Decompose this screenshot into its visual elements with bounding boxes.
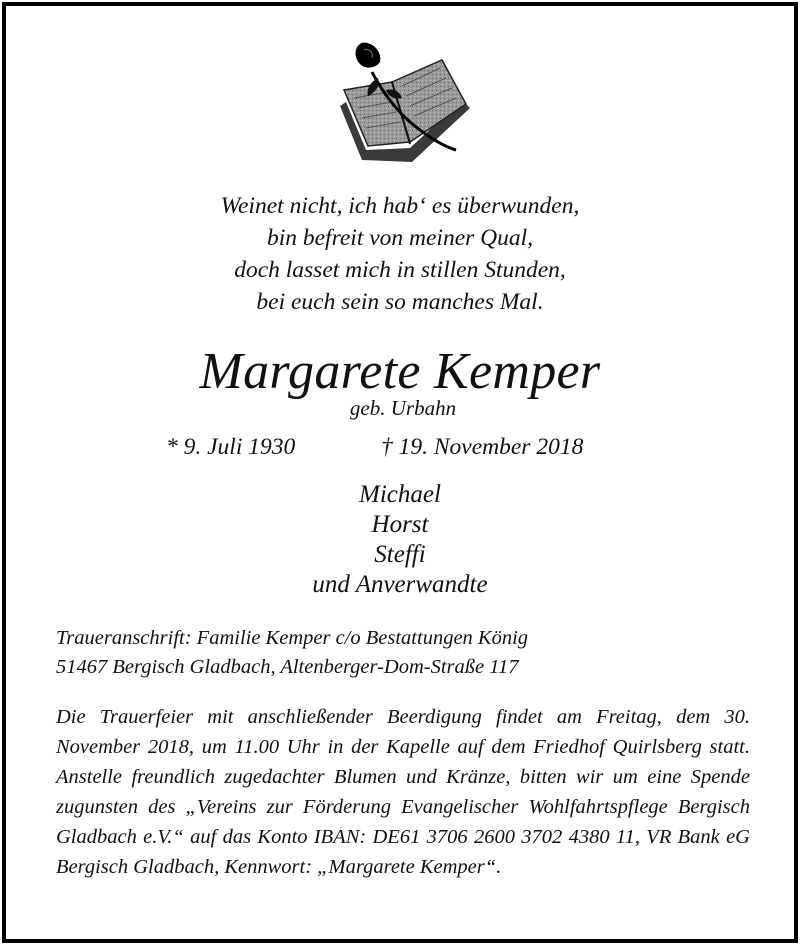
mourner-name: Steffi [374, 541, 426, 568]
funeral-notice-text: Die Trauerfeier mit anschließender Beerdigung findet am Freitag, dem 30. November 2018, um 11.00 Uhr in der Kapelle auf dem Friedhof Quirlsberg statt. Anstelle freundlich zugedachter Blumen und Kränze, bitten wir um eine Spende zugunsten des „Vereins zur Förderung Evangelischer Wohlfahrtspflege Bergisch Gladbach e.V.“ auf das Konto IBAN: DE61 3706 2600 3702 4380 11, VR Bank eG Bergisch Gladbach, Kennwort: „Margarete Kemper“. [56, 706, 750, 878]
mourner-name: Horst [371, 511, 429, 538]
deceased-name: Margarete Kemper [199, 343, 601, 400]
address-line: Traueranschrift: Familie Kemper c/o Bestattungen König [56, 627, 529, 649]
poem-line: Weinet nicht, ich hab‘ es überwunden, [220, 193, 580, 219]
poem-verse [6, 190, 794, 318]
mourning-address [56, 624, 756, 682]
mourner-name: Michael [359, 481, 441, 508]
poem-line: bin befreit von meiner Qual, [266, 225, 534, 251]
obituary-notice [2, 2, 798, 943]
birth-date: * 9. Juli 1930 [166, 434, 296, 460]
birth-name: geb. Urbahn [349, 396, 457, 420]
death-date: † 19. November 2018 [381, 434, 584, 460]
mourner-name: und Anverwandte [312, 571, 488, 598]
address-line: 51467 Bergisch Gladbach, Altenberger-Dom-Straße 117 [56, 656, 519, 678]
open-book-with-rose-icon [332, 38, 474, 164]
poem-line: bei euch sein so manches Mal. [256, 289, 544, 315]
poem-line: doch lasset mich in stillen Stunden, [234, 257, 566, 283]
mourners-list [6, 480, 794, 600]
